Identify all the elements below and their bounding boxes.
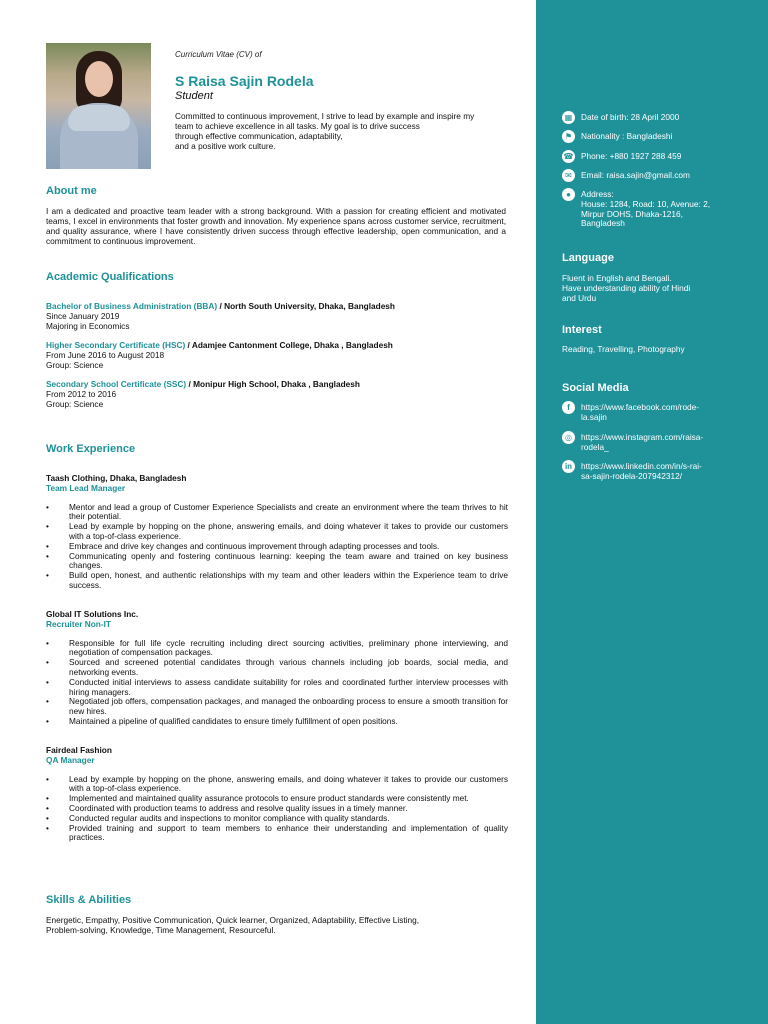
list-item: • Sourced and screened potential candidates through various channels including job boards, social media, and networking events. [46, 658, 508, 678]
list-item: • Maintained a pipeline of qualified candidates to ensure timely fulfillment of open positions. [46, 717, 508, 727]
profile-photo [46, 43, 151, 169]
academic-detail: Group: Science [46, 359, 104, 370]
skills-text [46, 915, 506, 935]
nationality-text: Nationality : Bangladeshi [581, 131, 673, 141]
job-title: QA Manager [46, 754, 95, 765]
degree-name: Bachelor of Business Administration (BBA) [46, 301, 218, 311]
language-line: Fluent in English and Bengali. [562, 273, 672, 283]
academic-detail: Group: Science [46, 398, 104, 409]
skills-line: Energetic, Empathy, Positive Communication, Quick learner, Organized, Adaptability, Effective Listing, [46, 915, 420, 925]
flag-icon: ⚑ [562, 130, 575, 143]
intro-statement [175, 111, 510, 151]
linkedin-link[interactable]: sa-sajin-rodela-207942312/ [581, 470, 683, 481]
cv-of-label: Curriculum Vitae (CV) of [175, 50, 262, 59]
job-bullets [46, 775, 508, 844]
intro-line: team to achieve excellence in all tasks. My goal is to drive success [175, 121, 420, 131]
email-text[interactable]: Email: raisa.sajin@gmail.com [581, 170, 690, 180]
social-heading: Social Media [562, 382, 629, 394]
list-item: • Build open, honest, and authentic relationships with my team and other leaders within the Experience team to drive success. [46, 571, 508, 591]
company-name: Global IT Solutions Inc. [46, 609, 139, 619]
intro-line: through effective communication, adaptability, [175, 131, 343, 141]
list-item: • Coordinated with production teams to address and resolve quality issues in a timely manner. [46, 804, 508, 814]
institution-name: / Monipur High School, Dhaka , Bangladesh [186, 379, 360, 389]
person-role: Student [175, 90, 213, 102]
academic-detail: Majoring in Economics [46, 320, 130, 331]
about-heading: About me [46, 185, 97, 197]
location-pin-icon: ● [562, 188, 575, 201]
academic-item [46, 341, 516, 370]
phone-text: Phone: +880 1927 288 459 [581, 151, 682, 161]
company-name: Taash Clothing, Dhaka, Bangladesh [46, 473, 187, 483]
job-bullets [46, 639, 508, 727]
about-text: I am a dedicated and proactive team leader with a strong background. With a passion for creating efficient and motivated teams, I excel in environments that foster growth and innovation. My experience spans across customer service, recruitment, and quality assurance, where I have consistently driven success through effective leadership, open communication, and a commitment to continuous improvement. [46, 206, 506, 246]
mail-icon: ✉ [562, 169, 575, 182]
academic-heading: Academic Qualifications [46, 271, 174, 283]
language-text [562, 274, 742, 303]
list-item: • Embrace and drive key changes and continuous improvement through adapting processes and tools. [46, 542, 508, 552]
interest-text: Reading, Travelling, Photography [562, 344, 685, 354]
instagram-link[interactable]: https://www.instagram.com/raisa- [581, 432, 704, 442]
address-label: Address: [581, 189, 614, 199]
work-heading: Work Experience [46, 443, 136, 455]
list-item: • Conducted regular audits and inspections to monitor compliance with quality standards. [46, 814, 508, 824]
address-line: Bangladesh [581, 218, 625, 229]
list-item: • Responsible for full life cycle recruiting including direct sourcing activities, preliminary phone interviewing, and negotiation of compensation packages. [46, 639, 508, 659]
facebook-link[interactable]: la.sajin [581, 411, 607, 422]
list-item: • Lead by example by hopping on the phone, answering emails, and doing whatever it takes to provide our customers with a top-of-class experience. [46, 775, 508, 795]
facebook-link[interactable]: https://www.facebook.com/rode- [581, 402, 700, 412]
interest-heading: Interest [562, 324, 602, 336]
job-entry [46, 610, 508, 727]
phone-icon: ☎ [563, 152, 574, 161]
list-item: • Lead by example by hopping on the phone, answering emails, and doing whatever it takes to provide our customers with a top-of-class experience. [46, 522, 508, 542]
linkedin-link[interactable]: https://www.linkedin.com/in/s-rai- [581, 461, 702, 471]
calendar-icon: ▦ [562, 111, 575, 124]
list-item: • Mentor and lead a group of Customer Experience Specialists and create an environment where the team thrives to hit their potential. [46, 503, 508, 523]
job-entry [46, 474, 508, 591]
language-line: and Urdu [562, 292, 597, 303]
job-entry [46, 746, 508, 843]
facebook-icon: f [562, 401, 575, 414]
job-title: Recruiter Non-IT [46, 618, 111, 629]
language-heading: Language [562, 252, 614, 264]
academic-item [46, 302, 516, 331]
job-title: Team Lead Manager [46, 482, 126, 493]
dob-text: Date of birth: 28 April 2000 [581, 112, 680, 122]
list-item: • Communicating openly and fostering continuous learning: keeping the team aware and trained on key business changes. [46, 552, 508, 572]
academic-item [46, 380, 516, 409]
company-name: Fairdeal Fashion [46, 745, 112, 755]
linkedin-icon: in [562, 460, 575, 473]
list-item: • Provided training and support to team members to enhance their understanding and implementation of quality practices. [46, 824, 508, 844]
institution-name: / North South University, Dhaka, Bangladesh [217, 301, 395, 311]
instagram-link[interactable]: rodela_ [581, 441, 609, 452]
list-item: • Conducted initial interviews to assess candidate suitability for roles and coordinated further interview processes with hiring managers. [46, 678, 508, 698]
degree-name: Higher Secondary Certificate (HSC) [46, 340, 186, 350]
institution-name: / Adamjee Cantonment College, Dhaka , Bangladesh [185, 340, 393, 350]
instagram-icon: ◎ [562, 431, 575, 444]
intro-line: Committed to continuous improvement, I strive to lead by example and inspire my [175, 111, 475, 121]
intro-line: and a positive work culture. [175, 141, 276, 151]
address-line: Mirpur DOHS, Dhaka-1216, [581, 208, 683, 219]
academic-detail: Since January 2019 [46, 310, 120, 321]
skills-heading: Skills & Abilities [46, 894, 132, 906]
academic-detail: From 2012 to 2016 [46, 388, 117, 399]
address-line: House: 1284, Road: 10, Avenue: 2, [581, 198, 711, 209]
person-name: S Raisa Sajin Rodela [175, 73, 314, 89]
list-item: • Negotiated job offers, compensation packages, and managed the onboarding process to ensure a smooth transition for new hires. [46, 697, 508, 717]
language-line: Have understanding ability of Hindi [562, 282, 691, 293]
job-bullets [46, 503, 508, 591]
academic-detail: From June 2016 to August 2018 [46, 349, 165, 360]
degree-name: Secondary School Certificate (SSC) [46, 379, 187, 389]
list-item: • Implemented and maintained quality assurance protocols to ensure product standards were consistently met. [46, 794, 508, 804]
skills-line: Problem-solving, Knowledge, Time Management, Resourceful. [46, 925, 276, 935]
